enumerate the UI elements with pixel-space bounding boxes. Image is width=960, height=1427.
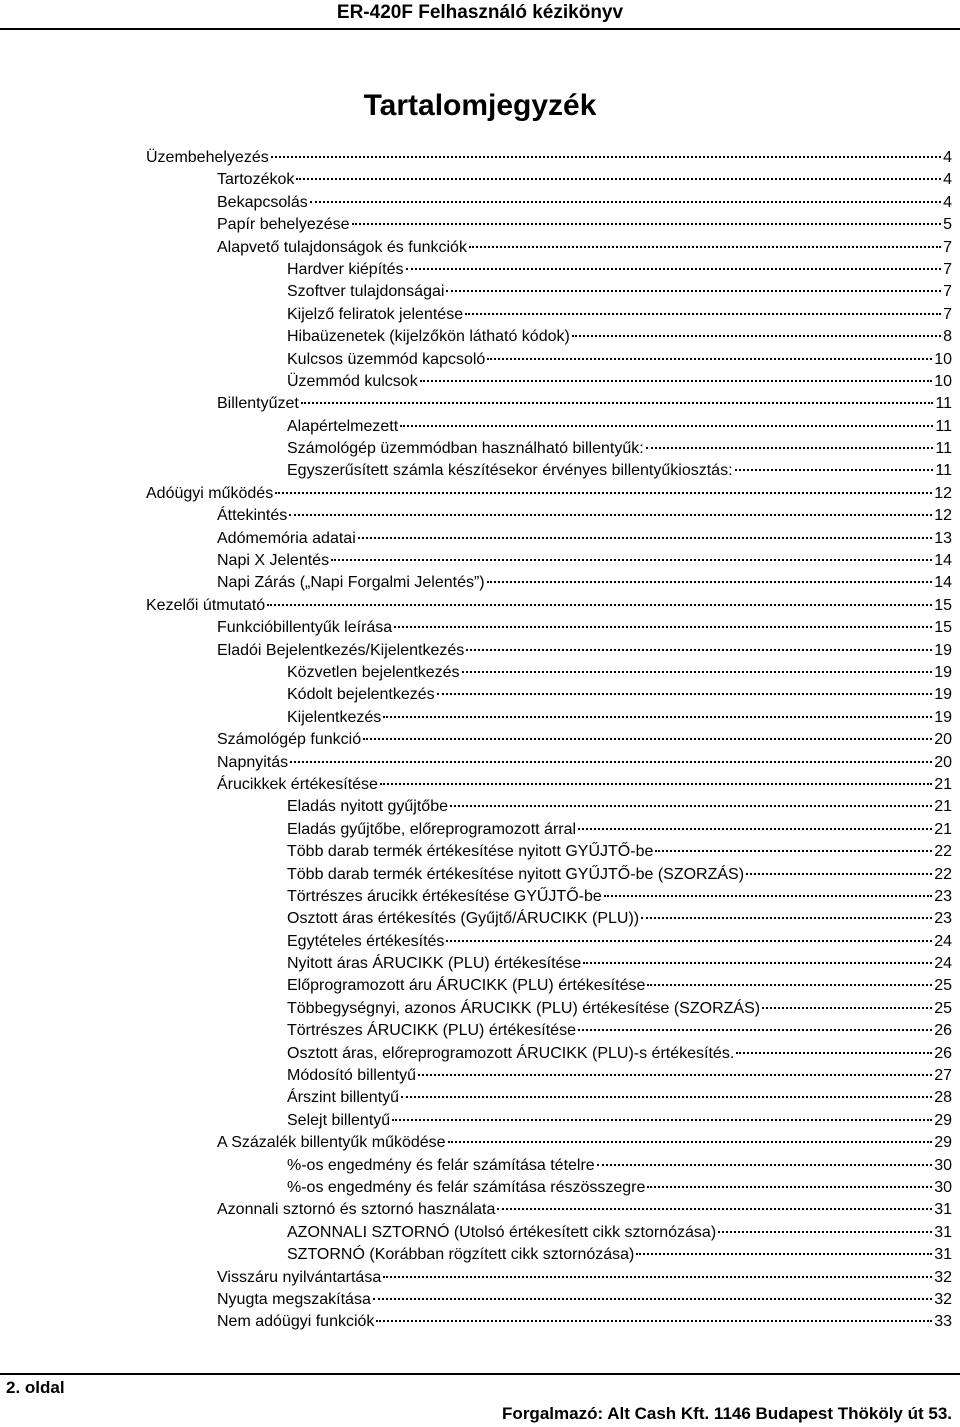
toc-entry[interactable] bbox=[146, 684, 952, 706]
toc-entry-title: Áttekintés bbox=[217, 507, 288, 525]
toc-entry-title: Eladás gyűjtőbe, előreprogramozott árral bbox=[287, 820, 577, 838]
toc-entry-title: Papír behelyezése bbox=[217, 216, 350, 234]
toc-entry[interactable] bbox=[146, 1311, 952, 1333]
toc-dot-leader bbox=[352, 222, 942, 225]
toc-entry-title: Előprogramozott áru ÁRUCIKK (PLU) értékesítése bbox=[287, 977, 646, 995]
toc-entry-page: 11 bbox=[935, 462, 952, 480]
toc-dot-leader bbox=[383, 1275, 932, 1278]
toc-dot-leader bbox=[583, 961, 932, 964]
toc-entry[interactable] bbox=[146, 304, 952, 326]
toc-entry-page: 21 bbox=[934, 820, 952, 838]
toc-entry[interactable] bbox=[146, 214, 952, 236]
toc-dot-leader bbox=[746, 872, 932, 875]
toc-entry-page: 12 bbox=[934, 484, 952, 502]
toc-entry[interactable] bbox=[146, 1087, 952, 1109]
toc-dot-leader bbox=[578, 827, 932, 830]
toc-entry-title: Visszáru nyilvántartása bbox=[217, 1268, 382, 1286]
toc-entry[interactable] bbox=[146, 1065, 952, 1087]
toc-entry-page: 15 bbox=[934, 619, 952, 637]
toc-entry-page: 29 bbox=[934, 1134, 952, 1152]
toc-entry-title: Nyugta megszakítása bbox=[217, 1290, 371, 1308]
page-header: ER-420F Felhasználó kézikönyv bbox=[0, 0, 960, 30]
page-number: 2. oldal bbox=[6, 1378, 65, 1397]
toc-entry-page: 33 bbox=[934, 1313, 952, 1331]
toc-dot-leader bbox=[267, 603, 932, 606]
toc-dot-leader bbox=[604, 894, 932, 897]
toc-entry-page: 11 bbox=[935, 417, 952, 435]
toc-entry-page: 25 bbox=[934, 977, 952, 995]
toc-dot-leader bbox=[400, 424, 933, 427]
toc-entry[interactable] bbox=[146, 774, 952, 796]
footer-divider bbox=[0, 1373, 960, 1375]
toc-dot-leader bbox=[271, 155, 941, 158]
toc-entry[interactable] bbox=[146, 729, 952, 751]
toc-entry[interactable] bbox=[146, 640, 952, 662]
toc-entry[interactable] bbox=[146, 1043, 952, 1065]
toc-dot-leader bbox=[446, 289, 941, 292]
toc-dot-leader bbox=[641, 916, 932, 919]
toc-entry[interactable] bbox=[146, 572, 952, 594]
toc-dot-leader bbox=[462, 670, 933, 673]
toc-dot-leader bbox=[448, 1140, 933, 1143]
toc-entry-title: Bekapcsolás bbox=[217, 193, 308, 211]
toc-entry-page: 11 bbox=[935, 395, 952, 413]
toc-entry[interactable] bbox=[146, 281, 952, 303]
toc-dot-leader bbox=[310, 200, 941, 203]
distributor-info: Forgalmazó: Alt Cash Kft. 1146 Budapest Thököly út 53. bbox=[502, 1404, 952, 1423]
toc-entry-title: Adómemória adatai bbox=[217, 529, 356, 547]
toc-entry[interactable] bbox=[146, 192, 952, 214]
toc-entry-title: Napi Zárás („Napi Forgalmi Jelentés”) bbox=[217, 574, 485, 592]
toc-dot-leader bbox=[636, 1252, 932, 1255]
toc-dot-leader bbox=[647, 983, 932, 986]
toc-dot-leader bbox=[358, 536, 932, 539]
toc-dot-leader bbox=[392, 1118, 932, 1121]
toc-entry-title: Szoftver tulajdonságai bbox=[287, 283, 445, 301]
toc-entry-page: 19 bbox=[934, 686, 952, 704]
toc-dot-leader bbox=[401, 1095, 932, 1098]
toc-entry[interactable] bbox=[146, 953, 952, 975]
toc-entry-title: Törtrészes ÁRUCIKK (PLU) értékesítése bbox=[287, 1022, 576, 1040]
toc-entry[interactable] bbox=[146, 707, 952, 729]
toc-entry-title: Üzembehelyezés bbox=[146, 149, 269, 166]
toc-entry-page: 4 bbox=[943, 171, 952, 189]
toc-entry-title: Több darab termék értékesítése nyitott GYŰJTŐ-be bbox=[287, 843, 654, 861]
toc-dot-leader bbox=[597, 1163, 933, 1166]
toc-entry-page: 4 bbox=[943, 149, 952, 166]
toc-entry[interactable] bbox=[146, 483, 952, 505]
toc-dot-leader bbox=[363, 737, 932, 740]
toc-entry-page: 20 bbox=[934, 753, 952, 771]
toc-entry-title: Eladói Bejelentkezés/Kijelentkezés bbox=[217, 641, 465, 659]
toc-entry-title: %-os engedmény és felár számítása részösszegre bbox=[287, 1178, 646, 1196]
toc-entry-title: Üzemmód kulcsok bbox=[287, 372, 418, 390]
toc-entry-title: Kijelző feliratok jelentése bbox=[287, 305, 464, 323]
toc-entry[interactable] bbox=[146, 662, 952, 684]
toc-dot-leader bbox=[290, 760, 932, 763]
toc-entry-page: 11 bbox=[935, 440, 952, 458]
toc-dot-leader bbox=[647, 1185, 932, 1188]
toc-entry-page: 8 bbox=[943, 328, 952, 346]
toc-entry[interactable] bbox=[146, 505, 952, 527]
toc-entry-title: Kódolt bejelentkezés bbox=[287, 686, 435, 704]
toc-dot-leader bbox=[296, 177, 941, 180]
toc-dot-leader bbox=[394, 625, 932, 628]
toc-dot-leader bbox=[301, 401, 934, 404]
toc-dot-leader bbox=[718, 1230, 932, 1233]
toc-entry[interactable] bbox=[146, 819, 952, 841]
toc-dot-leader bbox=[762, 1006, 932, 1009]
toc-entry-page: 13 bbox=[934, 529, 952, 547]
toc-entry-title: Osztott áras, előreprogramozott ÁRUCIKK (PLU)-s értékesítés. bbox=[287, 1044, 735, 1062]
toc-entry-page: 21 bbox=[934, 798, 952, 816]
toc-entry-page: 29 bbox=[934, 1111, 952, 1129]
toc-entry-page: 19 bbox=[934, 663, 952, 681]
toc-entry[interactable] bbox=[146, 460, 952, 482]
toc-entry[interactable] bbox=[146, 1267, 952, 1289]
toc-entry-page: 12 bbox=[934, 507, 952, 525]
toc-entry[interactable] bbox=[146, 617, 952, 639]
toc-entry[interactable] bbox=[146, 169, 952, 191]
toc-entry-title: %-os engedmény és felár számítása tételre bbox=[287, 1156, 595, 1174]
toc-entry[interactable] bbox=[146, 908, 952, 930]
toc-entry-page: 7 bbox=[943, 305, 952, 323]
toc-entry[interactable] bbox=[146, 326, 952, 348]
toc-entry-page: 14 bbox=[934, 574, 952, 592]
toc-dot-leader bbox=[275, 491, 932, 494]
document-title: Tartalomjegyzék bbox=[363, 89, 597, 122]
toc-dot-leader bbox=[418, 1073, 932, 1076]
toc-entry-page: 7 bbox=[943, 260, 952, 278]
toc-entry[interactable] bbox=[146, 371, 952, 393]
toc-entry-title: Kulcsos üzemmód kapcsoló bbox=[287, 350, 486, 368]
toc-dot-leader bbox=[420, 379, 933, 382]
toc-entry-page: 22 bbox=[934, 865, 952, 883]
toc-dot-leader bbox=[376, 1319, 932, 1322]
toc-dot-leader bbox=[497, 1207, 932, 1210]
toc-entry-title: Törtrészes árucikk értékesítése GYŰJTŐ-be bbox=[287, 887, 602, 905]
toc-entry-page: 32 bbox=[934, 1268, 952, 1286]
toc-entry-page: 31 bbox=[934, 1246, 952, 1264]
toc-entry-title: Számológép üzemmódban használható billentyűk: bbox=[287, 440, 644, 458]
toc-entry-page: 22 bbox=[934, 843, 952, 861]
toc-entry-title: Billentyűzet bbox=[217, 395, 299, 413]
toc-dot-leader bbox=[735, 468, 934, 471]
toc-entry-title: AZONNALI SZTORNÓ (Utolsó értékesített cikk sztornózása) bbox=[287, 1223, 717, 1241]
toc-entry-title: Több darab termék értékesítése nyitott GYŰJTŐ-be (SZORZÁS) bbox=[287, 865, 745, 883]
toc-dot-leader bbox=[469, 245, 941, 248]
toc-entry-page: 31 bbox=[934, 1223, 952, 1241]
toc-dot-leader bbox=[466, 648, 932, 651]
toc-dot-leader bbox=[655, 849, 932, 852]
toc-entry-page: 5 bbox=[943, 216, 952, 234]
toc-dot-leader bbox=[437, 692, 933, 695]
toc-entry-page: 10 bbox=[934, 350, 952, 368]
toc-entry-page: 14 bbox=[934, 552, 952, 570]
toc-entry[interactable] bbox=[146, 147, 952, 169]
toc-entry-page: 24 bbox=[934, 932, 952, 950]
toc-entry-title: Napnyitás bbox=[217, 753, 289, 771]
toc-entry-page: 19 bbox=[934, 641, 952, 659]
toc-entry-title: Tartozékok bbox=[217, 171, 295, 189]
toc-entry[interactable] bbox=[146, 998, 952, 1020]
toc-dot-leader bbox=[383, 715, 932, 718]
toc-entry-title: Számológép funkció bbox=[217, 731, 362, 749]
toc-entry-title: Azonnali sztornó és sztornó használata bbox=[217, 1201, 496, 1219]
toc-entry-page: 10 bbox=[934, 372, 952, 390]
toc-entry-page: 20 bbox=[934, 731, 952, 749]
toc-entry[interactable] bbox=[146, 1110, 952, 1132]
toc-entry[interactable] bbox=[146, 752, 952, 774]
toc-dot-leader bbox=[646, 446, 934, 449]
toc-entry-page: 26 bbox=[934, 1022, 952, 1040]
toc-entry-title: Módosító billentyű bbox=[287, 1067, 416, 1085]
toc-dot-leader bbox=[380, 782, 932, 785]
toc-entry[interactable] bbox=[146, 864, 952, 886]
toc-entry-title: Közvetlen bejelentkezés bbox=[287, 663, 460, 681]
toc-entry-title: Többegységnyi, azonos ÁRUCIKK (PLU) értékesítése (SZORZÁS) bbox=[287, 999, 761, 1017]
toc-entry[interactable] bbox=[146, 416, 952, 438]
toc-dot-leader bbox=[446, 939, 932, 942]
toc-entry-title: Kezelői útmutató bbox=[146, 596, 266, 614]
toc-entry-page: 26 bbox=[934, 1044, 952, 1062]
toc-entry[interactable] bbox=[146, 1244, 952, 1266]
toc-entry-title: Napi X Jelentés bbox=[217, 552, 330, 570]
toc-entry-title: Eladás nyitott gyűjtőbe bbox=[287, 798, 448, 816]
toc-entry-page: 15 bbox=[934, 596, 952, 614]
toc-entry-title: Funkcióbillentyűk leírása bbox=[217, 619, 393, 637]
toc-entry[interactable] bbox=[146, 595, 952, 617]
toc-entry-title: Alapértelmezett bbox=[287, 417, 399, 435]
toc-dot-leader bbox=[572, 334, 941, 337]
toc-entry-title: Hardver kiépítés bbox=[287, 260, 404, 278]
toc-entry-page: 21 bbox=[934, 775, 952, 793]
toc-entry-page: 30 bbox=[934, 1178, 952, 1196]
toc-dot-leader bbox=[578, 1028, 932, 1031]
toc-entry-page: 19 bbox=[934, 708, 952, 726]
toc-entry-title: Hibaüzenetek (kijelzőkön látható kódok) bbox=[287, 328, 570, 346]
toc-dot-leader bbox=[450, 804, 932, 807]
toc-entry[interactable] bbox=[146, 1289, 952, 1311]
toc-entry-title: Alapvető tulajdonságok és funkciók bbox=[217, 238, 467, 256]
toc-entry-page: 23 bbox=[934, 910, 952, 928]
toc-entry[interactable] bbox=[146, 438, 952, 460]
toc-entry-title: Árszint billentyű bbox=[287, 1089, 400, 1107]
toc-dot-leader bbox=[465, 312, 941, 315]
toc-dot-leader bbox=[487, 357, 932, 360]
toc-entry[interactable] bbox=[146, 886, 952, 908]
toc-entry[interactable] bbox=[146, 1222, 952, 1244]
toc-dot-leader bbox=[487, 580, 933, 583]
toc-entry[interactable] bbox=[146, 550, 952, 572]
toc-entry-title: Kijelentkezés bbox=[287, 708, 382, 726]
toc-dot-leader bbox=[331, 558, 932, 561]
toc-entry-page: 7 bbox=[943, 238, 952, 256]
toc-entry[interactable] bbox=[146, 841, 952, 863]
toc-entry[interactable] bbox=[146, 259, 952, 281]
toc-entry[interactable] bbox=[146, 393, 952, 415]
toc-entry-page: 4 bbox=[943, 193, 952, 211]
toc-entry-page: 30 bbox=[934, 1156, 952, 1174]
toc-entry[interactable] bbox=[146, 796, 952, 818]
toc-entry-title: Adóügyi működés bbox=[146, 484, 274, 502]
toc-entry-title: Egytételes értékesítés bbox=[287, 932, 445, 950]
toc-dot-leader bbox=[373, 1297, 932, 1300]
toc-entry-page: 27 bbox=[934, 1067, 952, 1085]
toc-entry-title: Egyszerűsített számla készítésekor érvényes billentyűkiosztás: bbox=[287, 462, 733, 480]
toc-entry-title: SZTORNÓ (Korábban rögzített cikk sztornózása) bbox=[287, 1246, 635, 1264]
toc-entry-title: Nem adóügyi funkciók bbox=[217, 1313, 375, 1331]
toc-entry-title: A Százalék billentyűk működése bbox=[217, 1134, 446, 1152]
toc-entry-page: 31 bbox=[934, 1201, 952, 1219]
table-of-contents bbox=[146, 147, 952, 1334]
toc-dot-leader bbox=[406, 267, 942, 270]
toc-entry[interactable] bbox=[146, 975, 952, 997]
toc-entry[interactable] bbox=[146, 349, 952, 371]
toc-entry[interactable] bbox=[146, 1132, 952, 1154]
toc-entry-title: Árucikkek értékesítése bbox=[217, 775, 378, 793]
toc-entry[interactable] bbox=[146, 1199, 952, 1221]
toc-dot-leader bbox=[736, 1051, 932, 1054]
toc-entry[interactable] bbox=[146, 1020, 952, 1042]
toc-entry[interactable] bbox=[146, 528, 952, 550]
toc-entry-title: Osztott áras értékesítés (Gyűjtő/ÁRUCIKK (PLU)) bbox=[287, 910, 640, 928]
toc-entry-title: Nyitott áras ÁRUCIKK (PLU) értékesítése bbox=[287, 955, 582, 973]
toc-entry[interactable] bbox=[146, 1155, 952, 1177]
toc-entry-page: 25 bbox=[934, 999, 952, 1017]
toc-entry-page: 32 bbox=[934, 1290, 952, 1308]
toc-entry-page: 7 bbox=[943, 283, 952, 301]
toc-entry-page: 23 bbox=[934, 887, 952, 905]
toc-entry-page: 24 bbox=[934, 955, 952, 973]
toc-entry[interactable] bbox=[146, 1177, 952, 1199]
toc-entry-page: 28 bbox=[934, 1089, 952, 1107]
toc-entry[interactable] bbox=[146, 931, 952, 953]
toc-entry[interactable] bbox=[146, 237, 952, 259]
toc-dot-leader bbox=[289, 513, 932, 516]
toc-entry-title: Selejt billentyű bbox=[287, 1111, 391, 1129]
